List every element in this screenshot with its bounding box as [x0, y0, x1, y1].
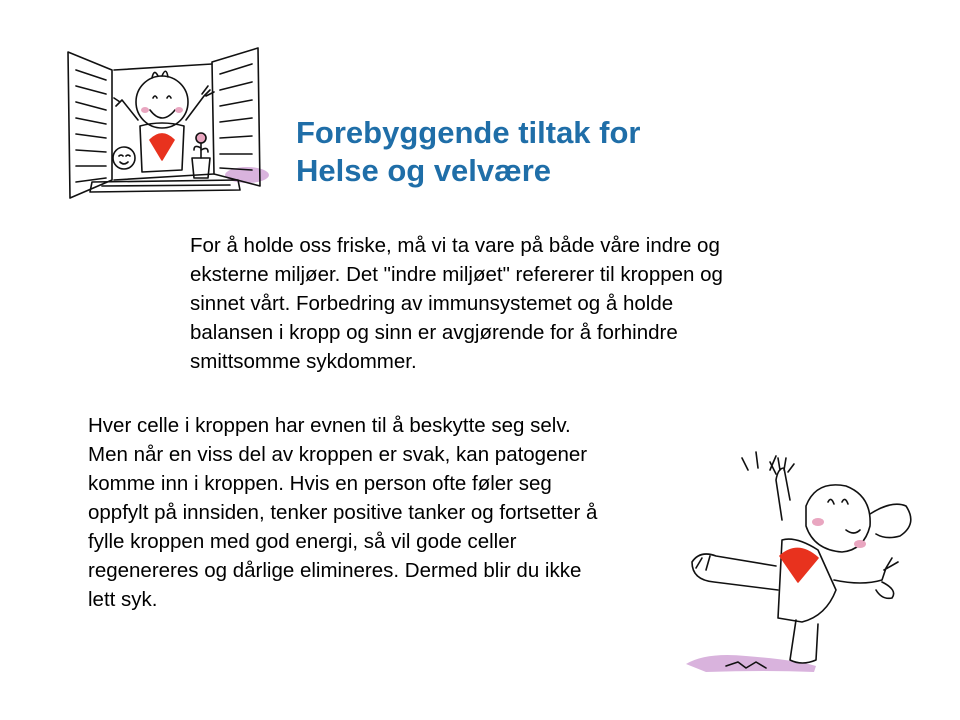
text-line: Hver celle i kroppen har evnen til å beskytte seg selv.: [88, 414, 571, 437]
text-line: fylle kroppen med god energi, så vil gode celler: [88, 530, 517, 553]
text-line: oppfylt på innsiden, tenker positive tanker og fortsetter å: [88, 501, 598, 524]
text-line: Men når en viss del av kroppen er svak, kan patogener: [88, 443, 588, 466]
cells-paragraph: [88, 411, 708, 614]
text-line: eksterne miljøer. Det "indre miljøet" refererer til kroppen og: [190, 263, 723, 286]
title-line: Forebyggende tiltak for: [296, 115, 641, 150]
text-line: sinnet vårt. Forbedring av immunsystemet og å holde: [190, 292, 674, 315]
cheerful-dancing-person-icon: [686, 440, 948, 676]
text-line: regenereres og dårlige elimineres. Dermed blir du ikke: [88, 559, 582, 582]
text-line: komme inn i kroppen. Hvis en person ofte føler seg: [88, 472, 552, 495]
text-line: balansen i kropp og sinn er avgjørende for å forhindre: [190, 321, 678, 344]
text-line: For å holde oss friske, må vi ta vare på både våre indre og: [190, 234, 720, 257]
slide-title: [296, 114, 856, 190]
intro-paragraph: [190, 231, 830, 376]
text-line: lett syk.: [88, 588, 158, 611]
happy-person-at-window-icon: [62, 40, 272, 205]
title-line: Helse og velvære: [296, 153, 552, 188]
text-line: smittsomme sykdommer.: [190, 350, 417, 373]
